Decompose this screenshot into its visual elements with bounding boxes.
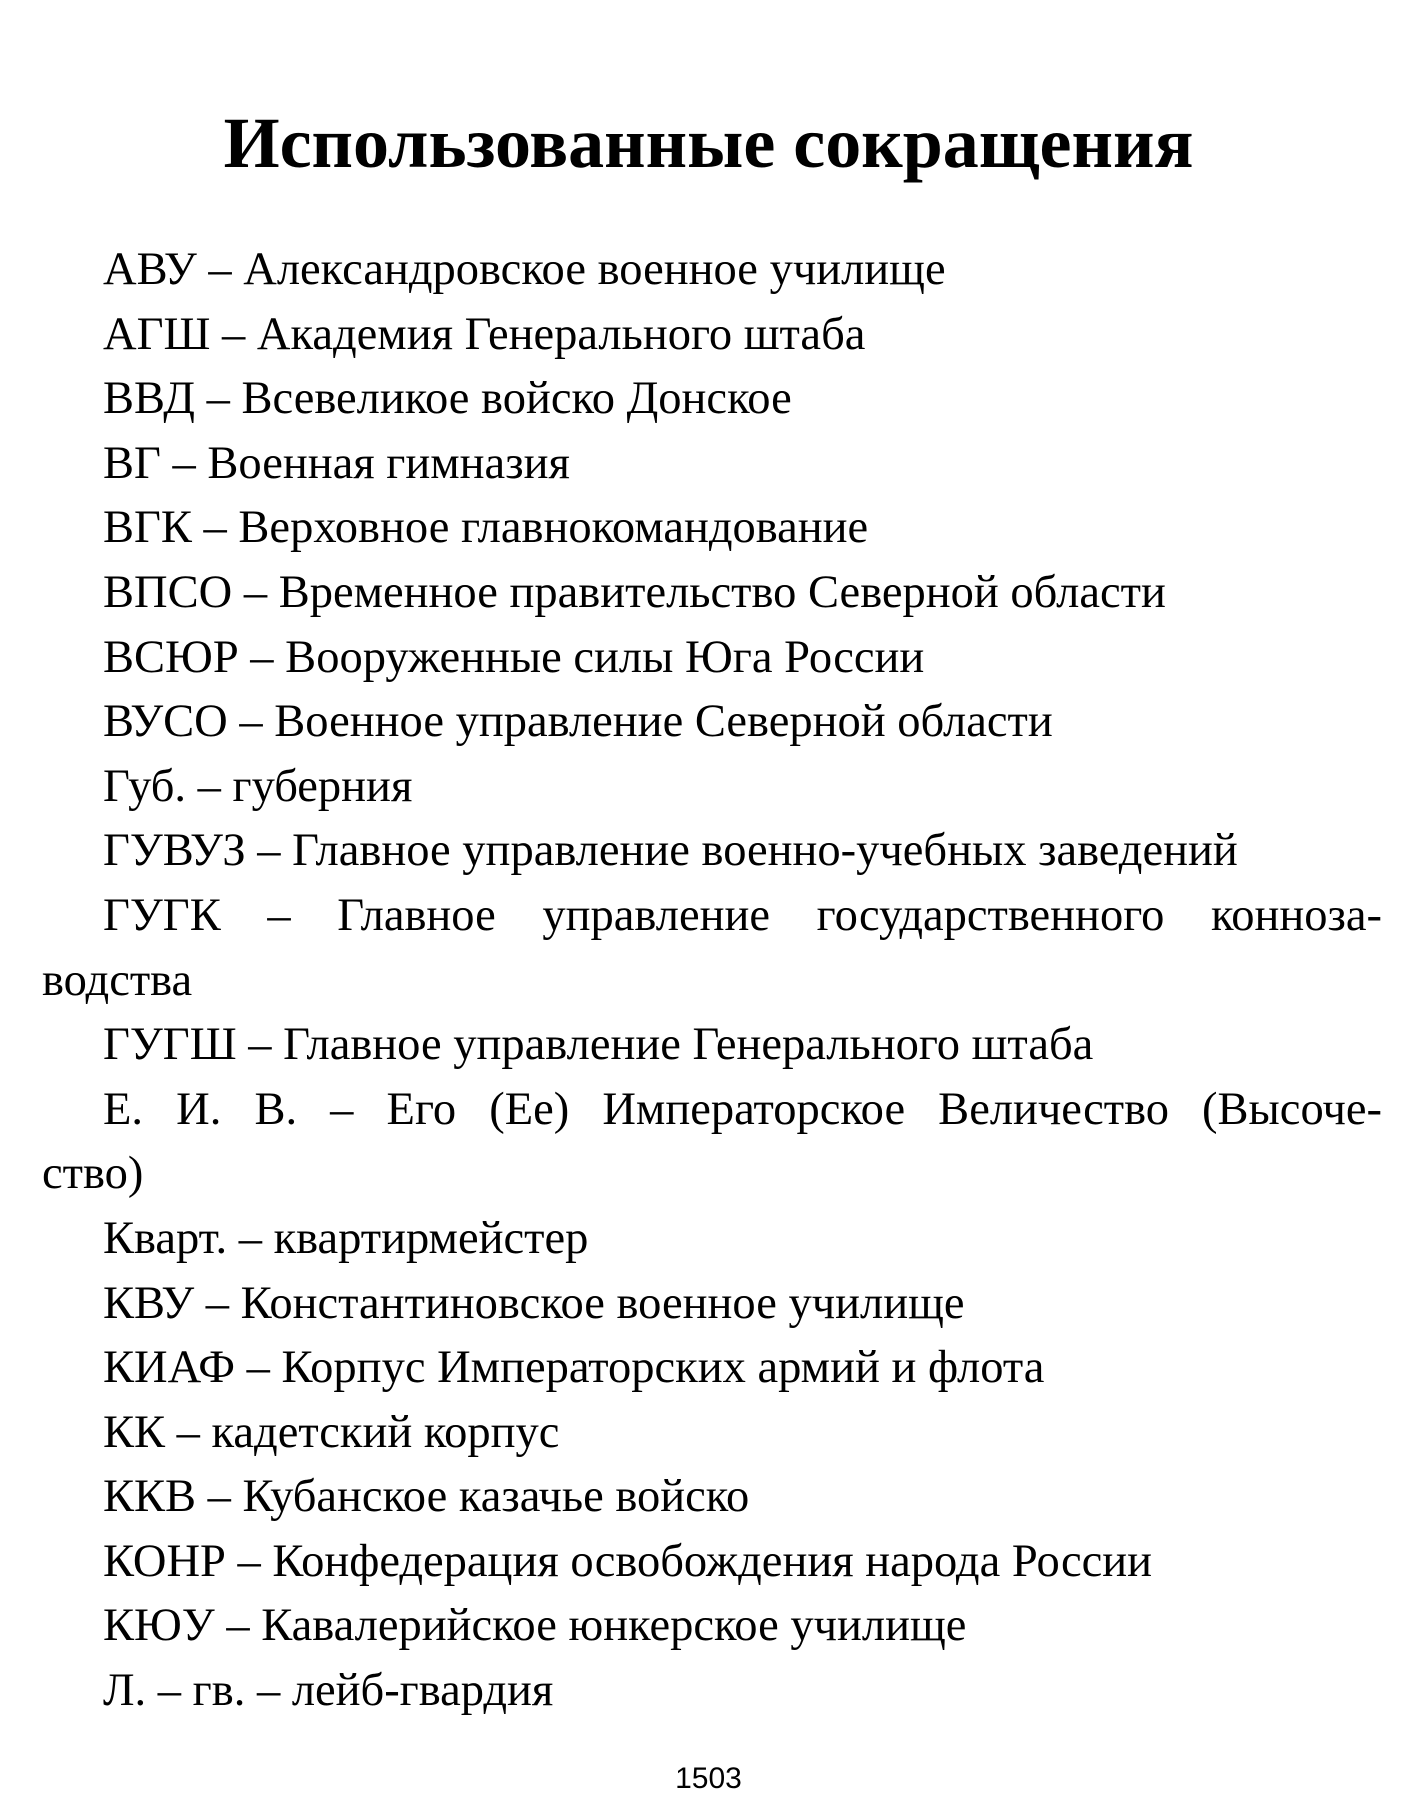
abbreviation-entry: КВУ – Константиновское военное училище xyxy=(103,1277,965,1329)
abbreviation-entry: КК – кадетский корпус xyxy=(103,1406,560,1458)
abbreviation-entry: Губ. – губерния xyxy=(103,760,413,812)
abbreviation-entry: КИАФ – Корпус Императорских армий и флота xyxy=(103,1342,1045,1394)
abbreviation-entry: ВГ – Военная гимназия xyxy=(103,437,570,489)
abbreviation-entry: АГШ – Академия Генерального штаба xyxy=(103,308,866,360)
abbreviation-entry: ВСЮР – Вооруженные силы Юга России xyxy=(103,631,925,683)
abbreviation-entry: ВПСО – Временное правительство Северной области xyxy=(103,566,1166,618)
abbreviation-entry: Е. И. В. – Его (Ее) Императорское Величество (Высоче- xyxy=(103,1083,1382,1135)
abbreviation-entry: КОНР – Конфедерация освобождения народа России xyxy=(103,1535,1152,1587)
abbreviation-entry: ГУГШ – Главное управление Генерального штаба xyxy=(103,1019,1094,1071)
abbreviation-entry-continuation: ство) xyxy=(42,1148,144,1200)
abbreviation-entry: Л. – гв. – лейб-гвардия xyxy=(103,1665,554,1717)
abbreviation-entry: ВГК – Верховное главнокомандование xyxy=(103,502,869,554)
abbreviation-entry: Кварт. – квартирмейстер xyxy=(103,1212,589,1264)
abbreviation-entry-continuation: водства xyxy=(42,954,193,1006)
page-title: Использованные сокращения xyxy=(223,103,1194,183)
abbreviation-entry: ГУВУЗ – Главное управление военно-учебных заведений xyxy=(103,825,1238,877)
abbreviation-entry: КЮУ – Кавалерийское юнкерское училище xyxy=(103,1600,967,1652)
abbreviation-entry: АВУ – Александровское военное училище xyxy=(103,244,946,295)
abbreviation-list xyxy=(42,238,1382,1724)
abbreviation-entry: ВВД – Всевеликое войско Донское xyxy=(103,373,792,425)
page-number: 1503 xyxy=(675,1762,742,1795)
abbreviation-entry: ВУСО – Военное управление Северной области xyxy=(103,696,1053,748)
abbreviation-entry: ГУГК – Главное управление государственного конноза- xyxy=(103,889,1382,941)
abbreviation-entry: ККВ – Кубанское казачье войско xyxy=(103,1471,750,1523)
